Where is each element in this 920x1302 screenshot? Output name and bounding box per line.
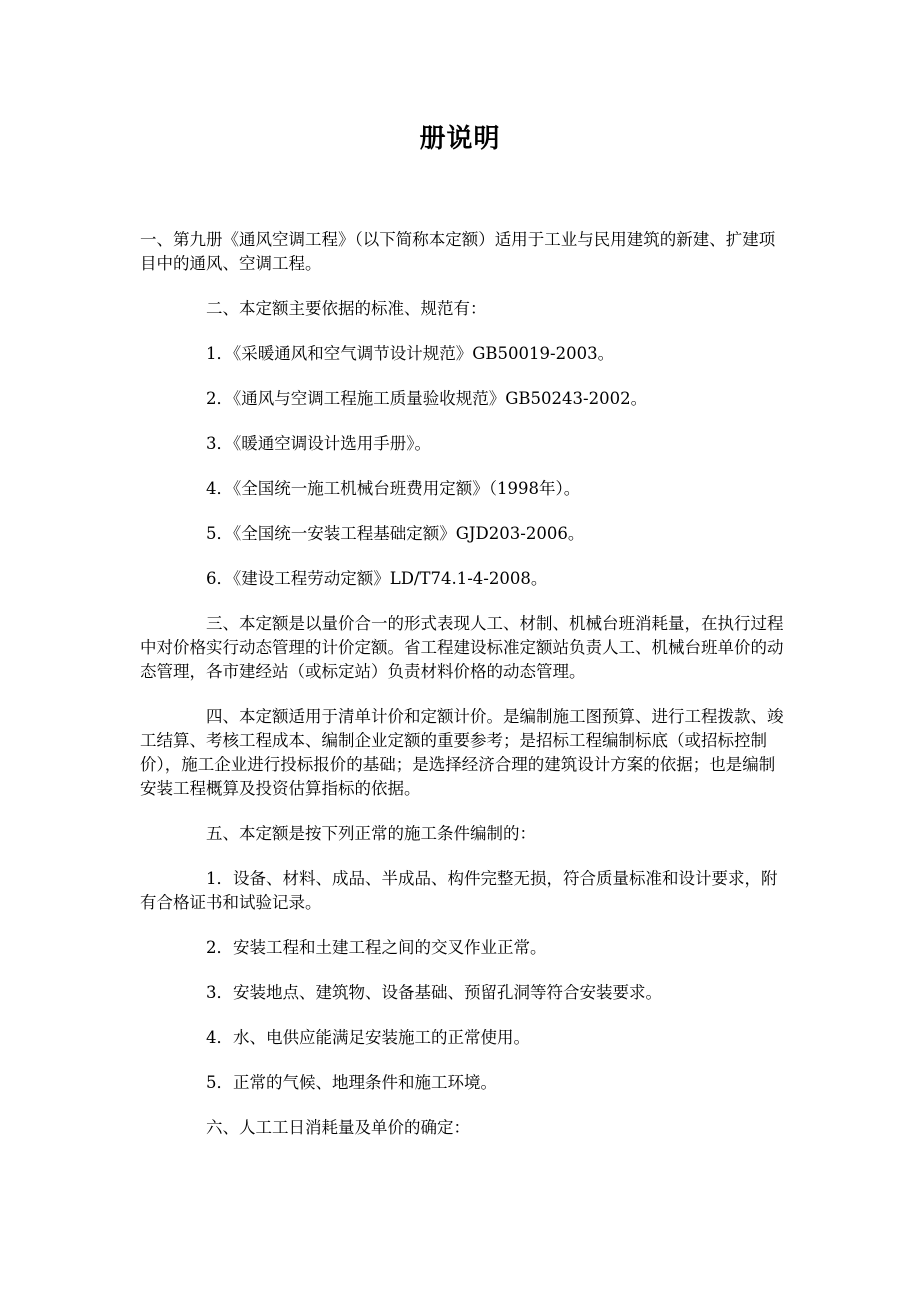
paragraph-7: 5．《全国统一安装工程基础定额》GJD203-2006。 xyxy=(206,524,585,543)
paragraph-9: 三、本定额是以量价合一的形式表现人工、材制、机械台班消耗量，在执行过程中对价格实行动态管理的计价定额。省工程建设标准定额站负责人工、机械台班单价的动态管理，各市建经站（或标定站）负责材料价格的动态管理。 xyxy=(140,614,784,681)
document-body xyxy=(140,228,788,1161)
paragraph-16: 5．正常的气候、地理条件和施工环境。 xyxy=(206,1073,497,1092)
paragraph-3: 1．《采暖通风和空气调节设计规范》GB50019-2003。 xyxy=(206,344,615,363)
paragraph-13: 2．安装工程和土建工程之间的交叉作业正常。 xyxy=(206,938,547,957)
paragraph-5: 3．《暖通空调设计选用手册》。 xyxy=(206,434,431,453)
paragraph-14: 3．安装地点、建筑物、设备基础、预留孔洞等符合安装要求。 xyxy=(206,983,662,1002)
paragraph-15: 4．水、电供应能满足安装施工的正常使用。 xyxy=(206,1028,530,1047)
paragraph-12: 1．设备、材料、成品、半成品、构件完整无损，符合质量标准和设计要求，附有合格证书和试验记录。 xyxy=(140,869,778,912)
paragraph-2: 二、本定额主要依据的标准、规范有： xyxy=(206,299,487,318)
paragraph-11: 五、本定额是按下列正常的施工条件编制的： xyxy=(206,824,536,843)
paragraph-10: 四、本定额适用于清单计价和定额计价。是编制施工图预算、进行工程拨款、竣工结算、考核工程成本、编制企业定额的重要参考；是招标工程编制标底（或招标控制价），施工企业进行投标报价的基础；是选择经济合理的建筑设计方案的依据；也是编制安装工程概算及投资估算指标的依据。 xyxy=(140,707,784,798)
page-title: 册说明 xyxy=(419,124,501,154)
paragraph-4: 2．《通风与空调工程施工质量验收规范》GB50243-2002。 xyxy=(206,389,648,408)
paragraph-8: 6．《建设工程劳动定额》LD/T74.1-4-2008。 xyxy=(206,569,548,588)
paragraph-17: 六、人工工日消耗量及单价的确定： xyxy=(206,1118,470,1137)
paragraph-6: 4．《全国统一施工机械台班费用定额》（1998年）。 xyxy=(206,479,581,498)
paragraph-1: 一、第九册《通风空调工程》（以下简称本定额）适用于工业与民用建筑的新建、扩建项目中的通风、空调工程。 xyxy=(140,230,776,273)
